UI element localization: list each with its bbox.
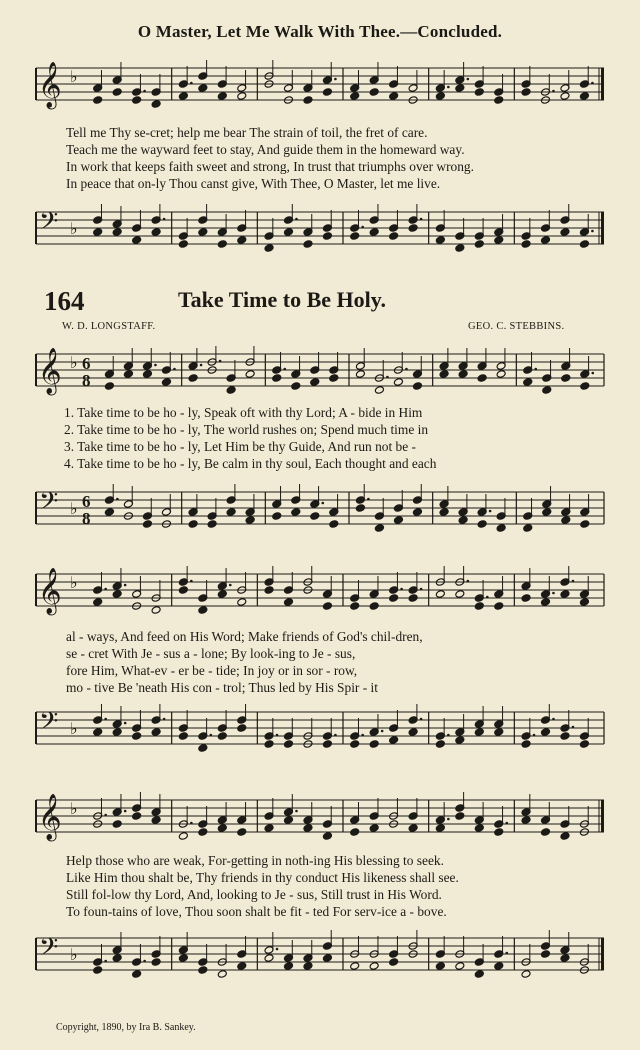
notehead	[161, 378, 171, 387]
notehead	[521, 970, 531, 979]
notehead	[217, 590, 227, 599]
lyric-verse-3: 3. Take time to be ho - ly, Let Him be thy Guide, And run not be -	[64, 439, 416, 454]
time-signature-bottom: 8	[82, 371, 91, 390]
dot-mark	[334, 78, 337, 81]
notehead	[435, 92, 445, 101]
notehead	[542, 386, 552, 395]
notehead	[272, 512, 282, 521]
lyric-verse-1: Tell me Thy se-cret; help me bear The strain of toil, the fret of care.	[66, 125, 428, 140]
notehead	[374, 524, 384, 533]
notehead	[198, 606, 208, 615]
dot-mark	[143, 960, 146, 963]
lyric-verse-3: In work that keeps faith sweet and strong, In trust that triumphs over wrong.	[66, 159, 474, 174]
dot-mark	[295, 810, 298, 813]
notehead	[112, 88, 122, 97]
lyric-verse-1: Help those who are weak, For-getting in noth-ing His blessing to seek.	[66, 853, 444, 868]
notehead	[521, 740, 531, 749]
treble-clef-icon: 𝄞	[38, 568, 62, 614]
notehead	[561, 374, 571, 383]
notehead	[369, 88, 379, 97]
notehead	[560, 954, 570, 963]
final-barline	[601, 938, 604, 970]
dot-mark	[210, 734, 213, 737]
notehead	[93, 228, 103, 237]
notehead	[393, 378, 403, 387]
hymn-title: Take Time to Be Holy.	[178, 287, 387, 312]
notehead	[389, 958, 399, 967]
notehead	[439, 370, 449, 379]
notehead	[217, 240, 227, 249]
notehead	[284, 816, 294, 825]
dot-mark	[276, 734, 279, 737]
dot-mark	[386, 376, 389, 379]
notehead	[350, 92, 360, 101]
notehead	[474, 602, 484, 611]
notehead	[322, 954, 332, 963]
notehead	[322, 832, 332, 841]
bass-clef-icon: 𝄢	[39, 487, 59, 522]
dot-mark	[486, 596, 489, 599]
flat-sign-icon: ♭	[70, 219, 78, 238]
flat-sign-icon: ♭	[70, 573, 78, 592]
notehead	[541, 828, 551, 837]
notehead	[198, 966, 208, 975]
notehead	[369, 824, 379, 833]
dot-mark	[591, 82, 594, 85]
lyric-verse-4: In peace that on-ly Thou canst give, With Thee, O Master, let me live.	[66, 176, 441, 191]
notehead	[93, 728, 103, 737]
notehead	[178, 240, 188, 249]
dot-mark	[552, 592, 555, 595]
notehead	[474, 728, 484, 737]
dot-mark	[447, 818, 450, 821]
treble-clef-icon: 𝄞	[38, 62, 62, 108]
notehead	[521, 816, 531, 825]
lyric-verse-3: fore Him, What-ev - er be - tide; In joy or in sor - row,	[66, 663, 358, 678]
notehead	[474, 970, 484, 979]
flat-sign-icon: ♭	[70, 719, 78, 738]
bass-clef-icon: 𝄢	[39, 707, 59, 742]
notehead	[310, 378, 320, 387]
notehead	[198, 84, 208, 93]
dot-mark	[116, 498, 119, 501]
dot-mark	[173, 368, 176, 371]
notehead	[178, 954, 188, 963]
notehead	[389, 594, 399, 603]
notehead	[541, 950, 551, 959]
notehead	[439, 508, 449, 517]
notehead	[264, 244, 274, 253]
notehead	[178, 92, 188, 101]
notehead	[217, 824, 227, 833]
notehead	[541, 728, 551, 737]
notehead	[132, 732, 142, 741]
notehead	[237, 828, 247, 837]
notehead	[494, 96, 504, 105]
bass-clef-icon: 𝄢	[39, 207, 59, 242]
notehead	[207, 520, 217, 529]
notehead	[123, 370, 133, 379]
system3-treble-staff	[30, 792, 610, 842]
notehead	[350, 828, 360, 837]
time-signature-bottom: 8	[82, 509, 91, 528]
notehead	[350, 962, 360, 971]
flat-sign-icon: ♭	[70, 67, 78, 86]
notehead	[560, 732, 570, 741]
dot-mark	[447, 734, 450, 737]
bass-clef-icon: 𝄢	[39, 933, 59, 968]
notehead	[198, 228, 208, 237]
notehead	[560, 832, 570, 841]
dot-mark	[124, 584, 127, 587]
notehead	[523, 378, 533, 387]
copyright-notice: Copyright, 1890, by Ira B. Sankey.	[56, 1022, 196, 1033]
system1-treble-staff	[30, 346, 610, 396]
continuation-title: O Master, Let Me Walk With Thee.—Concluded.	[137, 22, 503, 41]
notehead	[112, 228, 122, 237]
notehead	[350, 740, 360, 749]
notehead	[237, 724, 247, 733]
notehead	[458, 370, 468, 379]
notehead	[496, 370, 506, 379]
notehead	[93, 966, 103, 975]
continuation-treble-staff	[30, 60, 610, 110]
dot-mark	[420, 718, 423, 721]
lyric-verse-2: Like Him thou shalt be, Thy friends in thy conduct His likeness shall see.	[66, 870, 459, 885]
notehead	[226, 386, 236, 395]
dot-mark	[321, 502, 324, 505]
notehead	[132, 236, 142, 245]
notehead	[560, 590, 570, 599]
dot-mark	[467, 580, 470, 583]
notehead	[369, 602, 379, 611]
notehead	[521, 594, 531, 603]
notehead	[151, 728, 161, 737]
notehead	[226, 508, 236, 517]
notehead	[264, 954, 274, 963]
dot-mark	[190, 82, 193, 85]
dot-mark	[534, 368, 537, 371]
notehead	[579, 740, 589, 749]
notehead	[435, 236, 445, 245]
notehead	[104, 508, 114, 517]
notehead	[303, 240, 313, 249]
dot-mark	[420, 588, 423, 591]
notehead	[217, 92, 227, 101]
notehead	[521, 240, 531, 249]
notehead	[477, 520, 487, 529]
notehead	[237, 962, 247, 971]
dot-mark	[143, 90, 146, 93]
dot-mark	[361, 226, 364, 229]
dot-mark	[361, 734, 364, 737]
notehead	[560, 228, 570, 237]
system2-lyrics	[66, 628, 606, 696]
notehead	[93, 96, 103, 105]
notehead	[303, 962, 313, 971]
lyric-verse-2: 2. Take time to be ho - ly, The world rushes on; Spend much time in	[64, 422, 429, 437]
notehead	[322, 602, 332, 611]
notehead	[579, 240, 589, 249]
notehead	[104, 382, 114, 391]
notehead	[303, 96, 313, 105]
notehead	[188, 520, 198, 529]
notehead	[474, 240, 484, 249]
notehead	[542, 508, 552, 517]
notehead	[560, 92, 570, 101]
notehead	[188, 374, 198, 383]
notehead	[458, 516, 468, 525]
notehead	[245, 516, 255, 525]
notehead	[237, 236, 247, 245]
notehead	[494, 602, 504, 611]
notehead	[455, 962, 465, 971]
dot-mark	[572, 580, 575, 583]
notehead	[474, 88, 484, 97]
lyric-verse-4: To foun-tains of love, Thou soon shalt be fit - ted For serv-ice a - bove.	[66, 904, 447, 919]
final-barline	[601, 212, 604, 244]
notehead	[350, 602, 360, 611]
notehead	[112, 590, 122, 599]
dot-mark	[104, 814, 107, 817]
dot-mark	[104, 718, 107, 721]
notehead	[310, 512, 320, 521]
dot-mark	[533, 734, 536, 737]
dot-mark	[552, 718, 555, 721]
system1-lyrics	[64, 404, 604, 472]
dot-mark	[295, 218, 298, 221]
notehead	[435, 740, 445, 749]
notehead	[541, 236, 551, 245]
dot-mark	[591, 230, 594, 233]
notehead	[523, 524, 533, 533]
notehead	[151, 958, 161, 967]
notehead	[329, 374, 339, 383]
notehead	[198, 828, 208, 837]
notehead	[178, 832, 188, 841]
notehead	[393, 516, 403, 525]
notehead	[389, 232, 399, 241]
notehead	[412, 508, 422, 517]
notehead	[217, 970, 227, 979]
notehead	[369, 962, 379, 971]
notehead	[151, 100, 161, 109]
notehead	[151, 228, 161, 237]
system1-bass-staff	[30, 484, 610, 534]
notehead	[408, 594, 418, 603]
notehead	[455, 244, 465, 253]
notehead	[291, 508, 301, 517]
lyric-verse-4: 4. Take time to be ho - ly, Be calm in thy soul, Each thought and each	[64, 456, 437, 471]
notehead	[142, 520, 152, 529]
dot-mark	[381, 730, 384, 733]
time-signature-top: 6	[82, 492, 91, 511]
lyric-verse-1: 1. Take time to be ho - ly, Speak oft with thy Lord; A - bide in Him	[64, 405, 423, 420]
flat-sign-icon: ♭	[70, 353, 78, 372]
dot-mark	[283, 368, 286, 371]
notehead	[580, 520, 590, 529]
notehead	[132, 96, 142, 105]
notehead	[541, 598, 551, 607]
notehead	[369, 740, 379, 749]
notehead	[474, 824, 484, 833]
notehead	[264, 586, 274, 595]
notehead	[521, 88, 531, 97]
notehead	[112, 728, 122, 737]
notehead	[496, 524, 506, 533]
notehead	[284, 228, 294, 237]
notehead	[455, 736, 465, 745]
notehead	[245, 370, 255, 379]
dot-mark	[489, 510, 492, 513]
notehead	[477, 374, 487, 383]
notehead	[217, 732, 227, 741]
system2-bass-staff	[30, 704, 610, 754]
notehead	[132, 970, 142, 979]
notehead	[291, 382, 301, 391]
lyric-verse-1: al - ways, And feed on His Word; Make friends of God's chil-dren,	[66, 629, 423, 644]
notehead	[350, 232, 360, 241]
dot-mark	[447, 86, 450, 89]
dot-mark	[552, 90, 555, 93]
dot-mark	[124, 810, 127, 813]
notehead	[198, 744, 208, 753]
dot-mark	[229, 584, 232, 587]
dot-mark	[190, 822, 193, 825]
notehead	[455, 590, 465, 599]
dot-mark	[420, 218, 423, 221]
notehead	[151, 606, 161, 615]
notehead	[284, 962, 294, 971]
dot-mark	[200, 364, 203, 367]
dot-mark	[104, 588, 107, 591]
lyric-verse-4: mo - tive Be 'neath His con - trol; Thus led by His Spir - it	[66, 680, 378, 695]
notehead	[494, 828, 504, 837]
lyric-verse-2: Teach me the wayward feet to stay, And guide them in the homeward way.	[66, 142, 465, 157]
notehead	[374, 386, 384, 395]
dot-mark	[572, 726, 575, 729]
lyric-verse-3: Still fol-low thy Lord, And, looking to Je - sus, Still trust in His Word.	[66, 887, 442, 902]
notehead	[408, 728, 418, 737]
dot-mark	[190, 580, 193, 583]
notehead	[151, 816, 161, 825]
dot-mark	[334, 734, 337, 737]
notehead	[178, 586, 188, 595]
dot-mark	[467, 78, 470, 81]
dot-mark	[124, 722, 127, 725]
notehead	[112, 820, 122, 829]
notehead	[93, 598, 103, 607]
notehead	[132, 812, 142, 821]
system2-treble-staff	[30, 566, 610, 616]
notehead	[369, 228, 379, 237]
notehead	[355, 370, 365, 379]
dot-mark	[400, 588, 403, 591]
notehead	[408, 824, 418, 833]
dot-mark	[276, 948, 279, 951]
dot-mark	[219, 360, 222, 363]
notehead	[455, 812, 465, 821]
time-signature-top: 6	[82, 354, 91, 373]
notehead	[264, 824, 274, 833]
notehead	[435, 824, 445, 833]
author-credit: W. D. LONGSTAFF.	[62, 321, 156, 332]
notehead	[142, 370, 152, 379]
notehead	[494, 236, 504, 245]
notehead	[237, 598, 247, 607]
notehead	[389, 736, 399, 745]
notehead	[412, 382, 422, 391]
continuation-bass-staff	[30, 204, 610, 254]
treble-clef-icon: 𝄞	[38, 348, 62, 394]
final-barline	[601, 800, 604, 832]
notehead	[580, 382, 590, 391]
dot-mark	[104, 960, 107, 963]
notehead	[303, 824, 313, 833]
dot-mark	[163, 718, 166, 721]
notehead	[455, 84, 465, 93]
dot-mark	[591, 372, 594, 375]
dot-mark	[154, 364, 157, 367]
notehead	[322, 740, 332, 749]
continuation-lyrics	[66, 124, 606, 192]
notehead	[355, 504, 365, 513]
dot-mark	[367, 498, 370, 501]
notehead	[435, 590, 445, 599]
lyric-verse-2: se - cret With Je - sus a - lone; By look-ing to Je - sus,	[66, 646, 356, 661]
notehead	[389, 92, 399, 101]
dot-mark	[505, 822, 508, 825]
system3-lyrics	[66, 852, 606, 920]
notehead	[561, 516, 571, 525]
dot-mark	[163, 218, 166, 221]
dot-mark	[505, 952, 508, 955]
notehead	[322, 232, 332, 241]
notehead	[178, 732, 188, 741]
notehead	[284, 598, 294, 607]
composer-credit: GEO. C. STEBBINS.	[468, 321, 565, 332]
notehead	[264, 740, 274, 749]
notehead	[579, 598, 589, 607]
notehead	[408, 224, 418, 233]
notehead	[329, 520, 339, 529]
notehead	[112, 954, 122, 963]
flat-sign-icon: ♭	[70, 945, 78, 964]
notehead	[494, 962, 504, 971]
final-barline	[601, 68, 604, 100]
notehead	[237, 92, 247, 101]
flat-sign-icon: ♭	[70, 499, 78, 518]
flat-sign-icon: ♭	[70, 799, 78, 818]
hymn-number: 164	[44, 286, 85, 316]
notehead	[272, 374, 282, 383]
treble-clef-icon: 𝄞	[38, 794, 62, 840]
notehead	[322, 88, 332, 97]
notehead	[494, 728, 504, 737]
notehead	[579, 92, 589, 101]
dot-mark	[405, 368, 408, 371]
system3-bass-staff	[30, 930, 610, 980]
notehead	[284, 740, 294, 749]
notehead	[435, 962, 445, 971]
